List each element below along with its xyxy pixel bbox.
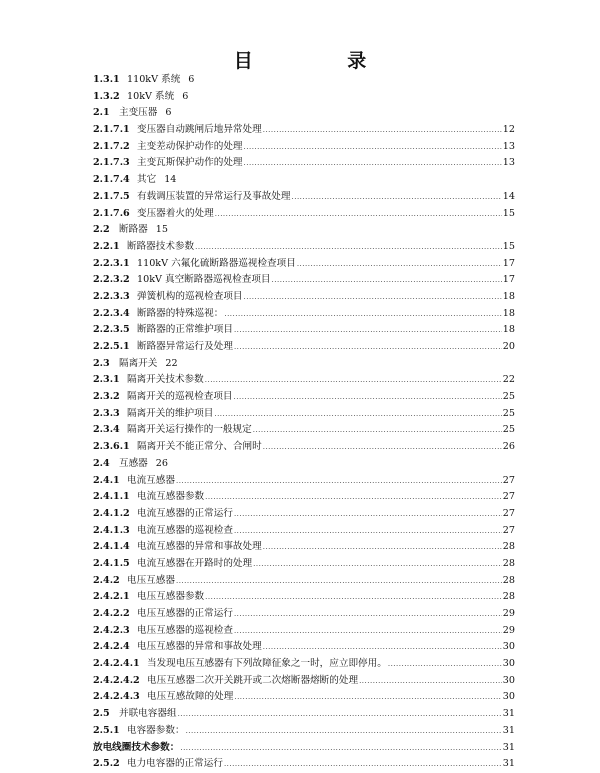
- toc-page-number: 14: [164, 174, 177, 186]
- toc-leader-dots: [263, 439, 502, 456]
- toc-entry-title: 断路器的特殊巡视：: [137, 307, 224, 319]
- toc-entry[interactable]: [93, 72, 515, 89]
- toc-entry[interactable]: [93, 439, 515, 456]
- toc-leader-dots: [253, 422, 502, 439]
- toc-page-number: 31: [502, 741, 515, 753]
- toc-leader-dots: [186, 723, 502, 740]
- toc-page-number: 30: [502, 641, 515, 653]
- toc-entry-number: 2.1.7.1: [93, 124, 130, 136]
- toc-entry-number: 2.3.4: [93, 424, 120, 436]
- toc-entry-title: 隔离开关: [119, 357, 158, 369]
- toc-entry[interactable]: [93, 506, 515, 523]
- toc-entry[interactable]: [93, 573, 515, 590]
- toc-page-number: 13: [502, 157, 515, 169]
- toc-entry[interactable]: [93, 556, 515, 573]
- toc-leader-dots: [272, 272, 502, 289]
- toc-entry-title: 电压互感器的异常和事故处理: [137, 641, 262, 653]
- toc-leader-dots: [195, 239, 502, 256]
- toc-entry-number: 2.4.2.3: [93, 624, 130, 636]
- toc-entry-number: 2.2.3.2: [93, 274, 130, 286]
- toc-entry[interactable]: [93, 239, 515, 256]
- toc-entry-title: 当发现电压互感器有下列故障征象之一时，应立即停用。: [147, 658, 387, 670]
- toc-page-number: 15: [155, 224, 168, 236]
- toc-leader-dots: [263, 122, 502, 139]
- toc-leader-dots: [234, 506, 502, 523]
- toc-page-number: 31: [502, 724, 515, 736]
- toc-leader-dots: [297, 256, 502, 273]
- toc-entry-number: 2.4.2.4.3: [93, 691, 140, 703]
- toc-leader-dots: [214, 406, 501, 423]
- toc-leader-dots: [244, 289, 502, 306]
- toc-entry-number: 1.3.1: [93, 74, 120, 85]
- toc-entry-number: 2.4.2: [93, 574, 120, 586]
- toc-entry[interactable]: [93, 589, 515, 606]
- toc-entry[interactable]: [93, 155, 515, 172]
- toc-leader-dots: [234, 322, 502, 339]
- toc-leader-dots: [178, 706, 502, 723]
- toc-entry-title: 断路器的正常维护项目: [137, 324, 233, 336]
- toc-leader-dots: [253, 556, 502, 573]
- toc-entry[interactable]: [93, 206, 515, 223]
- toc-entry-number: 2.4.2.4.2: [93, 674, 140, 686]
- toc-entry-number: 2.2: [93, 224, 110, 236]
- toc-page-number: 25: [502, 391, 515, 403]
- toc-leader-dots: [234, 389, 502, 406]
- toc-entry-title: 断路器技术参数: [127, 240, 195, 252]
- toc-entry-number: 2.4.1.4: [93, 541, 130, 553]
- toc-entry[interactable]: [93, 756, 515, 773]
- toc-entry-title: 主变瓦斯保护动作的处理: [137, 157, 243, 169]
- toc-entry-title: 断路器: [119, 224, 148, 236]
- toc-page-number: 22: [165, 357, 178, 369]
- toc-entry-title: 互感器: [119, 457, 148, 469]
- toc-entry-title: 110kV 六氟化硫断路器巡视检查项目: [137, 257, 296, 269]
- toc-entry-number: 2.2.5.1: [93, 341, 130, 352]
- toc-leader-dots: [224, 306, 501, 323]
- toc-entry-title: 电压互感器二次开关跳开或二次熔断器熔断的处理: [147, 674, 359, 686]
- toc-page-number: 29: [502, 608, 515, 619]
- toc-page-number: 30: [502, 658, 515, 670]
- toc-entry-title: 电压互感器: [127, 574, 175, 586]
- toc-page-number: 31: [502, 708, 515, 720]
- toc-entry[interactable]: [93, 339, 515, 356]
- toc-leader-dots: [234, 689, 501, 706]
- toc-page-number: 30: [502, 674, 515, 686]
- toc-page-number: 28: [502, 541, 515, 553]
- toc-page-number: 30: [502, 691, 515, 703]
- toc-entry-number: 2.4.1.2: [93, 507, 130, 519]
- toc-entry-title: 并联电容器组: [119, 708, 177, 720]
- table-of-contents: [93, 72, 515, 773]
- toc-page-number: 6: [188, 74, 195, 85]
- toc-entry-number: 2.1.7.5: [93, 190, 130, 202]
- toc-entry-title: 电力电容器的正常运行: [127, 758, 223, 770]
- toc-entry-number: 2.5.2: [93, 758, 120, 770]
- toc-entry-title: 断路器异常运行及处理: [137, 341, 233, 352]
- toc-leader-dots: [224, 756, 502, 773]
- toc-entry-number: 2.4.1: [93, 474, 120, 486]
- toc-entry[interactable]: [93, 256, 515, 273]
- toc-leader-dots: [359, 673, 502, 690]
- toc-entry-title: 电流互感器的异常和事故处理: [137, 541, 262, 553]
- toc-entry-number: 2.3.3: [93, 407, 120, 419]
- toc-entry-number: 2.5: [93, 708, 110, 720]
- toc-entry-number: 2.4.1.1: [93, 491, 130, 503]
- toc-entry-number: 2.1.7.4: [93, 174, 130, 186]
- toc-page-number: 27: [502, 524, 515, 536]
- toc-entry[interactable]: [93, 356, 515, 373]
- toc-entry[interactable]: [93, 289, 515, 306]
- toc-page-number: 6: [182, 90, 189, 102]
- toc-entry-title: 电流互感器在开路时的处理: [137, 557, 253, 569]
- toc-entry-title: 隔离开关运行操作的一般规定: [127, 424, 252, 436]
- toc-page-number: 12: [502, 124, 515, 136]
- toc-page-number: 15: [502, 240, 515, 252]
- toc-entry-title: 电压互感器参数: [137, 591, 205, 603]
- toc-entry[interactable]: [93, 189, 515, 206]
- toc-entry-title: 电流互感器的正常运行: [137, 507, 233, 519]
- toc-entry[interactable]: [93, 322, 515, 339]
- toc-entry-number: 2.2.3.1: [93, 257, 130, 269]
- toc-entry-title: 主变差动保护动作的处理: [137, 140, 243, 152]
- toc-leader-dots: [176, 573, 502, 590]
- toc-entry-title: 电流互感器参数: [137, 491, 205, 503]
- toc-entry[interactable]: [93, 623, 515, 640]
- toc-title: 目 录: [233, 50, 411, 72]
- toc-entry[interactable]: [93, 723, 515, 740]
- toc-page-number: 20: [502, 341, 515, 352]
- toc-page-number: 27: [502, 491, 515, 503]
- toc-page-number: 22: [502, 374, 515, 386]
- toc-entry-title: 电流互感器的巡视检查: [137, 524, 233, 536]
- toc-entry[interactable]: [93, 306, 515, 323]
- toc-entry[interactable]: [93, 272, 515, 289]
- toc-entry-title: 变压器自动跳闸后地异常处理: [137, 124, 262, 136]
- toc-entry[interactable]: [93, 389, 515, 406]
- toc-entry[interactable]: [93, 706, 515, 723]
- toc-entry-title: 电压互感故障的处理: [147, 691, 234, 703]
- toc-page-number: 25: [502, 407, 515, 419]
- toc-leader-dots: [215, 206, 502, 223]
- toc-page-number: 28: [502, 591, 515, 603]
- toc-entry[interactable]: [93, 489, 515, 506]
- toc-page-number: 28: [502, 574, 515, 586]
- toc-entry-number: 2.1.7.2: [93, 140, 130, 152]
- toc-entry[interactable]: [93, 639, 515, 656]
- toc-entry-title: 主变压器: [119, 107, 158, 119]
- toc-entry[interactable]: [93, 422, 515, 439]
- toc-entry[interactable]: [93, 105, 515, 122]
- toc-entry[interactable]: [93, 89, 515, 106]
- toc-leader-dots: [234, 523, 502, 540]
- toc-page-number: 13: [502, 140, 515, 152]
- toc-page-number: 29: [502, 624, 515, 636]
- toc-entry[interactable]: [93, 606, 515, 623]
- toc-entry-number: 2.2.3.5: [93, 324, 130, 336]
- toc-page-number: 28: [502, 557, 515, 569]
- toc-entry-number: 2.3.6.1: [93, 441, 130, 453]
- toc-entry[interactable]: [93, 406, 515, 423]
- toc-entry-number: 2.4: [93, 457, 110, 469]
- toc-page-number: 26: [155, 457, 168, 469]
- toc-entry[interactable]: [93, 689, 515, 706]
- toc-page-number: 26: [502, 441, 515, 453]
- toc-entry-number: 2.4.2.4.1: [93, 658, 140, 670]
- toc-entry-title: 电容器参数：: [127, 724, 185, 736]
- toc-entry[interactable]: [93, 523, 515, 540]
- toc-page-number: 18: [502, 307, 515, 319]
- toc-entry-number: 2.4.1.5: [93, 557, 130, 569]
- toc-page-number: 14: [502, 190, 515, 202]
- toc-entry-number: 2.5.1: [93, 724, 120, 736]
- toc-leader-dots: [205, 489, 502, 506]
- toc-entry-title: 有载调压装置的异常运行及事故处理: [137, 190, 291, 202]
- toc-entry[interactable]: [93, 673, 515, 690]
- toc-page-number: 27: [502, 507, 515, 519]
- toc-entry-number: 2.2.3.3: [93, 290, 130, 302]
- toc-page-number: 18: [502, 324, 515, 336]
- toc-entry[interactable]: [93, 740, 515, 757]
- toc-entry-number: 2.2.3.4: [93, 307, 130, 319]
- toc-page-number: 18: [502, 290, 515, 302]
- toc-entry-title: 电流互感器: [127, 474, 175, 486]
- toc-entry-number: 2.4.1.3: [93, 524, 130, 536]
- toc-entry-title: 弹簧机构的巡视检查项目: [137, 290, 243, 302]
- toc-entry[interactable]: [93, 473, 515, 490]
- toc-entry-number: 2.2.1: [93, 240, 120, 252]
- toc-entry[interactable]: [93, 222, 515, 239]
- toc-page-number: 17: [502, 257, 515, 269]
- toc-leader-dots: [263, 639, 502, 656]
- toc-entry-title: 电压互感器的正常运行: [137, 608, 233, 619]
- toc-entry-number: 2.3: [93, 357, 110, 369]
- toc-page-number: 25: [502, 424, 515, 436]
- toc-entry-number: 2.3.2: [93, 391, 120, 403]
- toc-entry-title: 隔离开关不能正常分、合闸时: [137, 441, 262, 453]
- toc-leader-dots: [205, 589, 502, 606]
- toc-leader-dots: [292, 189, 502, 206]
- toc-entry-number: 2.1.7.6: [93, 207, 130, 219]
- toc-entry-title: 110kV 系统: [127, 74, 181, 85]
- toc-entry[interactable]: [93, 139, 515, 156]
- toc-leader-dots: [244, 139, 502, 156]
- toc-leader-dots: [234, 339, 502, 356]
- toc-entry-number: 2.1: [93, 107, 110, 119]
- toc-page-number: 15: [502, 207, 515, 219]
- toc-leader-dots: [263, 539, 502, 556]
- toc-entry[interactable]: [93, 656, 515, 673]
- toc-entry[interactable]: [93, 372, 515, 389]
- toc-leader-dots: [388, 656, 502, 673]
- toc-entry[interactable]: [93, 122, 515, 139]
- toc-entry-number: 2.1.7.3: [93, 157, 130, 169]
- toc-leader-dots: [176, 473, 502, 490]
- toc-entry-title: 10kV 真空断路器巡视检查项目: [137, 274, 271, 286]
- toc-leader-dots: [180, 740, 501, 757]
- toc-page-number: 31: [502, 758, 515, 770]
- toc-entry-title: 隔离开关的巡视检查项目: [127, 391, 233, 403]
- toc-entry-title: 变压器着火的处理: [137, 207, 214, 219]
- toc-entry-title: 10kV 系统: [127, 90, 175, 102]
- toc-entry[interactable]: [93, 172, 515, 189]
- toc-page-number: 17: [502, 274, 515, 286]
- toc-entry-number: 2.4.2.1: [93, 591, 130, 603]
- toc-entry-title: 隔离开关技术参数: [127, 374, 204, 386]
- toc-entry-title: 隔离开关的维护项目: [127, 407, 214, 419]
- toc-entry-title: 电压互感器的巡视检查: [137, 624, 233, 636]
- toc-entry-number: 2.4.2.4: [93, 641, 130, 653]
- toc-entry-title: 其它: [137, 174, 157, 186]
- toc-entry-number: 1.3.2: [93, 90, 120, 102]
- toc-entry-title: 放电线圈技术参数：: [93, 741, 180, 753]
- toc-entry[interactable]: [93, 456, 515, 473]
- toc-leader-dots: [234, 623, 502, 640]
- toc-page-number: 27: [502, 474, 515, 486]
- toc-leader-dots: [244, 155, 502, 172]
- toc-entry-number: 2.4.2.2: [93, 608, 130, 619]
- toc-leader-dots: [234, 606, 502, 623]
- toc-entry[interactable]: [93, 539, 515, 556]
- toc-page-number: 6: [165, 107, 172, 119]
- toc-leader-dots: [205, 372, 502, 389]
- toc-entry-number: 2.3.1: [93, 374, 120, 386]
